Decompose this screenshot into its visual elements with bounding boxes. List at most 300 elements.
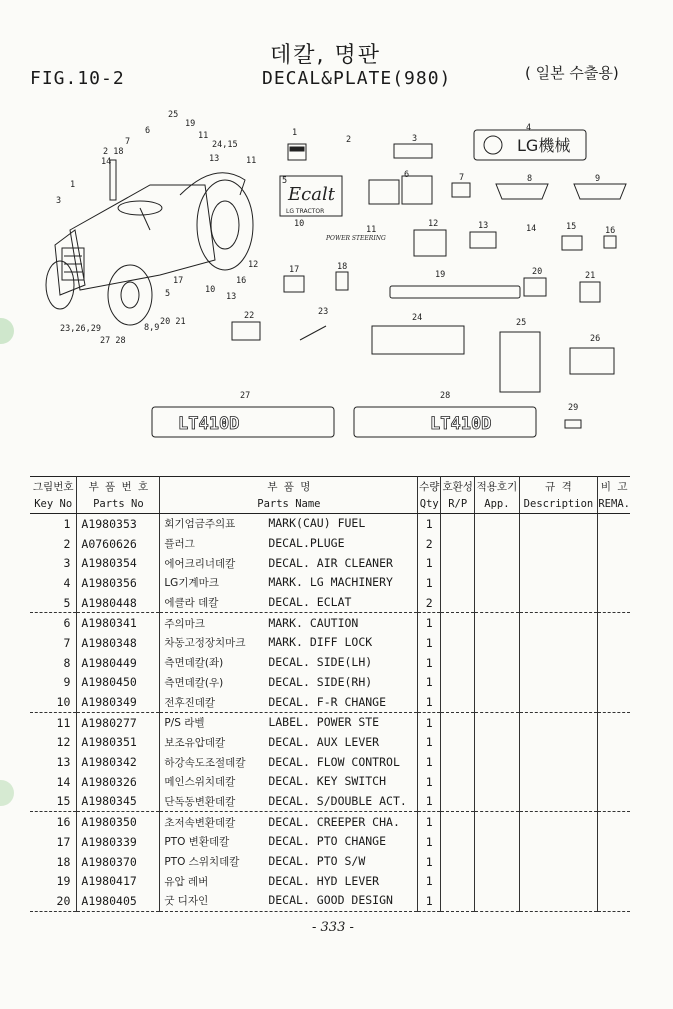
part-number-cell: A1980277	[77, 712, 160, 732]
description-cell	[519, 832, 598, 852]
quantity-cell: 1	[418, 673, 441, 693]
description-cell	[519, 534, 598, 554]
tractor-callout: 13	[209, 154, 220, 164]
description-cell	[519, 712, 598, 732]
part-name-english: LABEL. POWER STE	[268, 715, 380, 730]
rp-cell	[441, 553, 475, 573]
app-cell	[475, 852, 519, 872]
part-callout: 2	[346, 135, 352, 145]
remarks-cell	[598, 712, 630, 732]
tractor-callout: 13	[226, 292, 237, 302]
table-row	[30, 832, 630, 852]
part-name-english: DECAL. KEY SWITCH	[268, 774, 387, 789]
rp-cell	[441, 613, 475, 633]
remarks-cell	[598, 812, 630, 832]
model-decal-right-text: LT410D	[430, 414, 492, 434]
part-name-korean: 유압 레버	[164, 875, 209, 888]
table-row	[30, 573, 630, 593]
part-number-cell: A1980370	[77, 852, 160, 872]
page-number: - 333 -	[312, 920, 354, 935]
header-rp-kr: 호환성	[441, 477, 475, 496]
part-name-cell	[160, 812, 418, 832]
part-callout: 22	[244, 311, 255, 321]
table-row	[30, 712, 630, 732]
rp-cell	[441, 852, 475, 872]
remarks-cell	[598, 792, 630, 812]
tractor-callout: 10	[205, 285, 216, 295]
part-name-english: DECAL. HYD LEVER	[268, 873, 380, 888]
remarks-cell	[598, 573, 630, 593]
part-callout: 26	[590, 334, 601, 344]
remarks-cell	[598, 633, 630, 653]
header-rem-kr: 비 고	[598, 477, 630, 496]
part-callout: 18	[337, 262, 348, 272]
rp-cell	[441, 712, 475, 732]
part-number-cell: A1980450	[77, 673, 160, 693]
lg-tractor-decal-text: LG TRACTOR	[286, 208, 325, 215]
app-cell	[475, 633, 519, 653]
part-name-korean: 회기엄금주의표	[164, 518, 236, 531]
app-cell	[475, 792, 519, 812]
part-number-cell: A1980353	[77, 514, 160, 534]
ecalt-decal-text: Ecalt	[288, 184, 335, 205]
figure-number: FIG.10-2	[30, 68, 125, 89]
part-name-korean: 주의마크	[164, 617, 205, 630]
part-name-english: DECAL. PTO S/W	[268, 854, 366, 869]
description-cell	[519, 692, 598, 712]
rp-cell	[441, 733, 475, 753]
part-name-korean: 초저속변환데칼	[164, 816, 236, 829]
description-cell	[519, 812, 598, 832]
key-no-cell: 7	[30, 633, 77, 653]
rp-cell	[441, 752, 475, 772]
remarks-cell	[598, 514, 630, 534]
header-key-kr: 그림번호	[30, 477, 77, 496]
remarks-cell	[598, 891, 630, 911]
part-name-english: DECAL. F-R CHANGE	[268, 694, 387, 709]
part-number-cell: A1980326	[77, 772, 160, 792]
part-callout: 11	[366, 225, 377, 235]
part-name-english: MARK(CAU) FUEL	[268, 516, 366, 531]
part-callout: 13	[478, 221, 489, 231]
part-name-english: DECAL. SIDE(LH)	[268, 655, 373, 670]
part-name-cell	[160, 534, 418, 554]
part-callout: 19	[435, 270, 446, 280]
remarks-cell	[598, 653, 630, 673]
part-callout: 17	[289, 265, 300, 275]
tractor-callout: 8,9	[144, 323, 160, 333]
rp-cell	[441, 772, 475, 792]
header-qty-kr: 수량	[418, 477, 441, 496]
app-cell	[475, 752, 519, 772]
part-name-english: DECAL. AUX LEVER	[268, 734, 380, 749]
tractor-callout: 27 28	[100, 336, 126, 346]
part-name-english: DECAL. AIR CLEANER	[268, 555, 393, 570]
quantity-cell: 1	[418, 733, 441, 753]
part-callout: 29	[568, 403, 579, 413]
description-cell	[519, 653, 598, 673]
part-name-english: MARK. LG MACHINERY	[268, 575, 393, 590]
key-no-cell: 13	[30, 752, 77, 772]
app-cell	[475, 593, 519, 613]
table-row	[30, 871, 630, 891]
key-no-cell: 9	[30, 673, 77, 693]
part-callout: 16	[605, 226, 616, 236]
part-name-cell	[160, 752, 418, 772]
part-name-cell	[160, 653, 418, 673]
part-name-english: DECAL.PLUGE	[268, 536, 345, 551]
table-row	[30, 692, 630, 712]
header-name-en: Parts Name	[160, 495, 418, 514]
app-cell	[475, 832, 519, 852]
part-callout: 15	[566, 222, 577, 232]
part-number-cell: A1980342	[77, 752, 160, 772]
part-number-cell: A1980449	[77, 653, 160, 673]
tractor-callout: 6	[145, 126, 151, 136]
part-callout: 8	[527, 174, 533, 184]
model-decal-left-text: LT410D	[178, 414, 240, 434]
description-cell	[519, 553, 598, 573]
rp-cell	[441, 534, 475, 554]
tractor-callout: 17	[173, 276, 184, 286]
header-app-en: App.	[475, 495, 519, 514]
part-number-cell: A1980448	[77, 593, 160, 613]
part-number-cell: A1980348	[77, 633, 160, 653]
part-name-english: DECAL. ECLAT	[268, 595, 352, 610]
tractor-callout: 3	[56, 196, 62, 206]
part-callout: 12	[428, 219, 439, 229]
app-cell	[475, 871, 519, 891]
part-number-cell: A1980356	[77, 573, 160, 593]
part-name-cell	[160, 593, 418, 613]
remarks-cell	[598, 733, 630, 753]
part-number-cell: A1980405	[77, 891, 160, 911]
part-number-cell: A1980349	[77, 692, 160, 712]
app-cell	[475, 891, 519, 911]
table-row	[30, 891, 630, 911]
header-qty-en: Qty	[418, 495, 441, 514]
decal-parts	[152, 130, 626, 437]
description-cell	[519, 792, 598, 812]
rp-cell	[441, 692, 475, 712]
header-desc-en: Description	[519, 495, 598, 514]
part-number-cell: A1980339	[77, 832, 160, 852]
part-callout: 1	[292, 128, 298, 138]
remarks-cell	[598, 772, 630, 792]
key-no-cell: 20	[30, 891, 77, 911]
table-row	[30, 673, 630, 693]
tractor-callout: 25	[168, 110, 179, 120]
part-callout: 24	[412, 313, 423, 323]
quantity-cell: 1	[418, 573, 441, 593]
remarks-cell	[598, 613, 630, 633]
app-cell	[475, 812, 519, 832]
header-rem-en: REMA.	[598, 495, 630, 514]
part-name-korean: 메인스위치데칼	[164, 776, 236, 789]
part-name-cell	[160, 514, 418, 534]
part-name-cell	[160, 573, 418, 593]
part-number-cell: A1980354	[77, 553, 160, 573]
part-name-english: MARK. CAUTION	[268, 615, 359, 630]
remarks-cell	[598, 593, 630, 613]
app-cell	[475, 653, 519, 673]
part-name-cell	[160, 772, 418, 792]
part-name-cell	[160, 673, 418, 693]
rp-cell	[441, 871, 475, 891]
remarks-cell	[598, 534, 630, 554]
app-cell	[475, 733, 519, 753]
description-cell	[519, 772, 598, 792]
remarks-cell	[598, 692, 630, 712]
rp-cell	[441, 593, 475, 613]
part-name-korean: P/S 라벨	[164, 717, 205, 730]
part-callout: 21	[585, 271, 596, 281]
quantity-cell: 1	[418, 692, 441, 712]
part-name-cell	[160, 792, 418, 812]
remarks-cell	[598, 673, 630, 693]
table-row	[30, 653, 630, 673]
part-name-korean: PTO 변환데칼	[164, 836, 230, 849]
part-callout: 6	[404, 170, 410, 180]
tractor-callout: 5	[165, 289, 171, 299]
key-no-cell: 18	[30, 852, 77, 872]
part-name-korean: 전후진데칼	[164, 696, 216, 709]
part-name-korean: 차동고정장치마크	[164, 637, 246, 650]
tractor-callout: 20 21	[160, 317, 186, 327]
part-name-english: DECAL. CREEPER CHA.	[268, 814, 400, 829]
table-row	[30, 792, 630, 812]
table-row	[30, 553, 630, 573]
description-cell	[519, 733, 598, 753]
tractor-callout: 11	[246, 156, 257, 166]
part-name-korean: 측면데칼(좌)	[164, 657, 224, 670]
header-key-en: Key No	[30, 495, 77, 514]
table-row	[30, 633, 630, 653]
description-cell	[519, 633, 598, 653]
key-no-cell: 12	[30, 733, 77, 753]
rp-cell	[441, 891, 475, 911]
key-no-cell: 3	[30, 553, 77, 573]
table-row	[30, 514, 630, 534]
tractor-callout: 23,26,29	[60, 324, 101, 334]
part-callout: 9	[595, 174, 601, 184]
rp-cell	[441, 514, 475, 534]
part-number-cell: A1980341	[77, 613, 160, 633]
key-no-cell: 6	[30, 613, 77, 633]
rp-cell	[441, 792, 475, 812]
part-name-korean: 에클라 데칼	[164, 597, 219, 610]
rp-cell	[441, 673, 475, 693]
table-row	[30, 733, 630, 753]
part-name-korean: PTO 스위치데칼	[164, 856, 240, 869]
table-row	[30, 752, 630, 772]
description-cell	[519, 852, 598, 872]
app-cell	[475, 772, 519, 792]
part-callout: 25	[516, 318, 527, 328]
part-number-cell: A1980350	[77, 812, 160, 832]
remarks-cell	[598, 871, 630, 891]
description-cell	[519, 871, 598, 891]
page-title-korean: 데칼, 명판	[270, 43, 381, 68]
part-name-english: DECAL. GOOD DESIGN	[268, 893, 393, 908]
part-name-korean: 에어크리너데칼	[164, 557, 236, 570]
app-cell	[475, 573, 519, 593]
rp-cell	[441, 832, 475, 852]
description-cell	[519, 752, 598, 772]
part-name-korean: 보조유압데칼	[164, 736, 226, 749]
part-name-english: DECAL. FLOW CONTROL	[268, 754, 400, 769]
part-name-cell	[160, 692, 418, 712]
part-name-cell	[160, 891, 418, 911]
part-number-cell: A1980351	[77, 733, 160, 753]
part-name-english: DECAL. SIDE(RH)	[268, 674, 373, 689]
part-number-cell: A0760626	[77, 534, 160, 554]
key-no-cell: 5	[30, 593, 77, 613]
key-no-cell: 11	[30, 712, 77, 732]
part-name-cell	[160, 633, 418, 653]
part-callout: 23	[318, 307, 329, 317]
header-pno-kr: 부 품 번 호	[77, 477, 160, 496]
quantity-cell: 1	[418, 514, 441, 534]
description-cell	[519, 613, 598, 633]
part-callout: 4	[526, 123, 532, 133]
tractor-drawing	[46, 160, 253, 325]
part-callout: 28	[440, 391, 451, 401]
description-cell	[519, 593, 598, 613]
quantity-cell: 2	[418, 593, 441, 613]
table-row	[30, 534, 630, 554]
key-no-cell: 17	[30, 832, 77, 852]
part-name-korean: 굿 디자인	[164, 895, 209, 908]
quantity-cell: 1	[418, 752, 441, 772]
part-callout: 5	[282, 176, 288, 186]
part-callout: 3	[412, 134, 418, 144]
part-callout: 14	[526, 224, 537, 234]
table-row	[30, 852, 630, 872]
part-name-cell	[160, 553, 418, 573]
part-name-cell	[160, 871, 418, 891]
app-cell	[475, 673, 519, 693]
app-cell	[475, 712, 519, 732]
part-name-korean: 하강속도조절데칼	[164, 756, 246, 769]
header-pno-en: Parts No	[77, 495, 160, 514]
app-cell	[475, 553, 519, 573]
quantity-cell: 1	[418, 832, 441, 852]
remarks-cell	[598, 852, 630, 872]
export-note: ( 일본 수출용)	[525, 64, 619, 82]
tractor-callout: 11	[198, 131, 209, 141]
part-name-english: DECAL. PTO CHANGE	[268, 834, 387, 849]
rp-cell	[441, 653, 475, 673]
table-row	[30, 613, 630, 633]
part-name-korean: 측면데칼(우)	[164, 676, 224, 689]
part-callouts	[240, 123, 615, 413]
part-callout: 27	[240, 391, 251, 401]
app-cell	[475, 692, 519, 712]
quantity-cell: 2	[418, 534, 441, 554]
part-name-english: MARK. DIFF LOCK	[268, 635, 373, 650]
remarks-cell	[598, 832, 630, 852]
quantity-cell: 1	[418, 812, 441, 832]
part-name-korean: LG기계마크	[164, 577, 219, 590]
key-no-cell: 14	[30, 772, 77, 792]
key-no-cell: 1	[30, 514, 77, 534]
header-rp-en: R/P	[441, 495, 475, 514]
power-steering-decal-text: POWER STEERING	[326, 235, 386, 242]
key-no-cell: 8	[30, 653, 77, 673]
table-row	[30, 593, 630, 613]
part-number-cell: A1980345	[77, 792, 160, 812]
table-row	[30, 772, 630, 792]
part-number-cell: A1980417	[77, 871, 160, 891]
part-name-english: DECAL. S/DOUBLE ACT.	[268, 793, 407, 808]
tractor-callout: 14	[101, 157, 112, 167]
part-callout: 10	[294, 219, 305, 229]
quantity-cell: 1	[418, 852, 441, 872]
tractor-callout: 19	[185, 119, 196, 129]
part-name-cell	[160, 852, 418, 872]
description-cell	[519, 514, 598, 534]
description-cell	[519, 891, 598, 911]
remarks-cell	[598, 553, 630, 573]
key-no-cell: 19	[30, 871, 77, 891]
description-cell	[519, 573, 598, 593]
rp-cell	[441, 573, 475, 593]
quantity-cell: 1	[418, 772, 441, 792]
key-no-cell: 10	[30, 692, 77, 712]
parts-list-table	[30, 476, 630, 912]
binder-hole-mark	[0, 780, 14, 806]
key-no-cell: 4	[30, 573, 77, 593]
quantity-cell: 1	[418, 613, 441, 633]
app-cell	[475, 514, 519, 534]
key-no-cell: 16	[30, 812, 77, 832]
header-name-kr: 부 품 명	[160, 477, 418, 496]
tractor-callout: 24,15	[212, 140, 238, 150]
part-name-cell	[160, 712, 418, 732]
header-desc-kr: 규 격	[519, 477, 598, 496]
quantity-cell: 1	[418, 653, 441, 673]
parts-illustration	[0, 100, 673, 470]
quantity-cell: 1	[418, 712, 441, 732]
rp-cell	[441, 812, 475, 832]
app-cell	[475, 534, 519, 554]
quantity-cell: 1	[418, 553, 441, 573]
part-callout: 20	[532, 267, 543, 277]
part-name-korean: 플러그	[164, 538, 195, 551]
key-no-cell: 2	[30, 534, 77, 554]
tractor-callout: 1	[70, 180, 76, 190]
quantity-cell: 1	[418, 891, 441, 911]
remarks-cell	[598, 752, 630, 772]
quantity-cell: 1	[418, 871, 441, 891]
part-name-cell	[160, 733, 418, 753]
lg-machinery-plate-text: LG機械	[517, 136, 571, 155]
part-name-cell	[160, 613, 418, 633]
header-app-kr: 적용호기	[475, 477, 519, 496]
key-no-cell: 15	[30, 792, 77, 812]
description-cell	[519, 673, 598, 693]
app-cell	[475, 613, 519, 633]
quantity-cell: 1	[418, 633, 441, 653]
tractor-callout: 12	[248, 260, 259, 270]
tractor-callout: 2 18	[103, 147, 124, 157]
rp-cell	[441, 633, 475, 653]
part-name-cell	[160, 832, 418, 852]
tractor-callouts	[56, 110, 258, 346]
tractor-callout: 16	[236, 276, 247, 286]
table-row	[30, 812, 630, 832]
